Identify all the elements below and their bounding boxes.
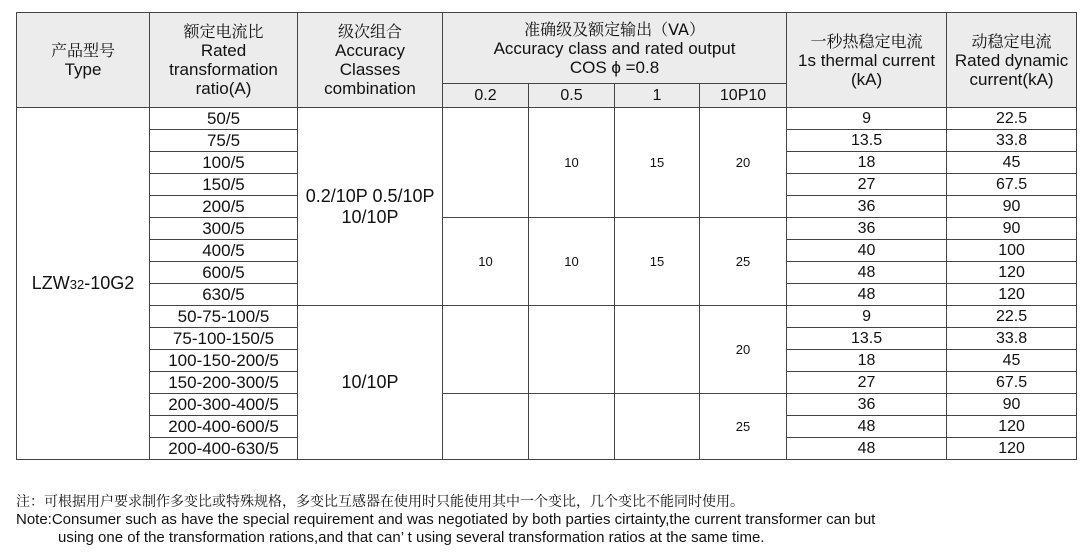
dynamic-cell: 45	[947, 350, 1077, 372]
notes	[16, 493, 1078, 547]
ratio-cell: 150/5	[150, 174, 298, 196]
type-header: 产品型号 Type	[17, 13, 150, 108]
dynamic-cell: 67.5	[947, 174, 1077, 196]
output-10p10-cell: 25	[700, 394, 787, 460]
ratio-cell: 150-200-300/5	[150, 372, 298, 394]
dynamic-cell: 120	[947, 262, 1077, 284]
thermal-cell: 27	[787, 372, 947, 394]
ratio-cell: 100-150-200/5	[150, 350, 298, 372]
output-0-5-cell	[529, 394, 615, 460]
classes-header: 级次组合 Accuracy Classes combination	[298, 13, 443, 108]
output-1-cell: 15	[615, 108, 700, 218]
thermal-cell: 40	[787, 240, 947, 262]
dynamic-cell: 22.5	[947, 306, 1077, 328]
ratio-cell: 630/5	[150, 284, 298, 306]
output-col-0-2: 0.2	[443, 84, 529, 108]
output-0-2-cell	[443, 394, 529, 460]
thermal-cell: 36	[787, 196, 947, 218]
ratio-header: 额定电流比 Rated transformation ratio(A)	[150, 13, 298, 108]
thermal-cell: 48	[787, 262, 947, 284]
dynamic-cell: 90	[947, 218, 1077, 240]
note-english-line-1: Note:Consumer such as have the special requirement and was negotiated by both parties cirtainty,the current transformer can but	[16, 511, 876, 528]
output-0-2-cell: 10	[443, 218, 529, 306]
output-col-0-5: 0.5	[529, 84, 615, 108]
dynamic-header: 动稳定电流 Rated dynamic current(kA)	[947, 13, 1077, 108]
output-1-cell	[615, 394, 700, 460]
thermal-cell: 48	[787, 438, 947, 460]
table-row	[17, 218, 1077, 240]
dynamic-cell: 67.5	[947, 372, 1077, 394]
class-group-cell: 0.2/10P 0.5/10P 10/10P	[298, 108, 443, 306]
table-row	[17, 108, 1077, 130]
ratio-cell: 75/5	[150, 130, 298, 152]
ratio-cell: 400/5	[150, 240, 298, 262]
table-row	[17, 394, 1077, 416]
thermal-cell: 18	[787, 350, 947, 372]
ratio-cell: 200/5	[150, 196, 298, 218]
dynamic-cell: 90	[947, 394, 1077, 416]
model-cell: LZW32-10G2	[17, 108, 150, 460]
output-10p10-cell: 20	[700, 306, 787, 394]
ratio-cell: 75-100-150/5	[150, 328, 298, 350]
table-row	[17, 306, 1077, 328]
table-header	[17, 13, 1077, 108]
output-0-5-cell	[529, 306, 615, 394]
output-1-cell: 15	[615, 218, 700, 306]
class-group-cell: 10/10P	[298, 306, 443, 460]
output-header: 准确级及额定输出（VA） Accuracy class and rated output COS ϕ =0.8	[443, 13, 787, 84]
dynamic-cell: 120	[947, 416, 1077, 438]
ratio-cell: 50/5	[150, 108, 298, 130]
ratio-cell: 100/5	[150, 152, 298, 174]
output-0-2-cell	[443, 306, 529, 394]
dynamic-cell: 120	[947, 284, 1077, 306]
output-10p10-cell: 25	[700, 218, 787, 306]
thermal-cell: 13.5	[787, 328, 947, 350]
ratio-cell: 200-400-600/5	[150, 416, 298, 438]
ratio-cell: 200-400-630/5	[150, 438, 298, 460]
thermal-cell: 36	[787, 218, 947, 240]
thermal-cell: 13.5	[787, 130, 947, 152]
note-english	[16, 511, 1078, 547]
dynamic-cell: 33.8	[947, 328, 1077, 350]
ratio-cell: 300/5	[150, 218, 298, 240]
output-10p10-cell: 20	[700, 108, 787, 218]
note-english-line-2: using one of the transformation rations,and that can’ t using several transformation ratios at the same time.	[58, 529, 765, 546]
thermal-cell: 48	[787, 284, 947, 306]
table-body	[17, 108, 1077, 460]
output-col-1: 1	[615, 84, 700, 108]
output-1-cell	[615, 306, 700, 394]
thermal-header: 一秒热稳定电流 1s thermal current (kA)	[787, 13, 947, 108]
ratio-cell: 200-300-400/5	[150, 394, 298, 416]
ratio-cell: 600/5	[150, 262, 298, 284]
thermal-cell: 18	[787, 152, 947, 174]
thermal-cell: 9	[787, 108, 947, 130]
output-0-5-cell: 10	[529, 218, 615, 306]
dynamic-cell: 45	[947, 152, 1077, 174]
thermal-cell: 27	[787, 174, 947, 196]
spec-table	[16, 12, 1077, 460]
output-0-5-cell: 10	[529, 108, 615, 218]
dynamic-cell: 90	[947, 196, 1077, 218]
output-col-10p10: 10P10	[700, 84, 787, 108]
output-0-2-cell	[443, 108, 529, 218]
thermal-cell: 9	[787, 306, 947, 328]
dynamic-cell: 22.5	[947, 108, 1077, 130]
dynamic-cell: 100	[947, 240, 1077, 262]
dynamic-cell: 120	[947, 438, 1077, 460]
thermal-cell: 36	[787, 394, 947, 416]
ratio-cell: 50-75-100/5	[150, 306, 298, 328]
dynamic-cell: 33.8	[947, 130, 1077, 152]
thermal-cell: 48	[787, 416, 947, 438]
note-chinese: 注：可根据用户要求制作多变比或特殊规格，多变比互感器在使用时只能使用其中一个变比，几个变比不能同时使用。	[16, 494, 744, 510]
